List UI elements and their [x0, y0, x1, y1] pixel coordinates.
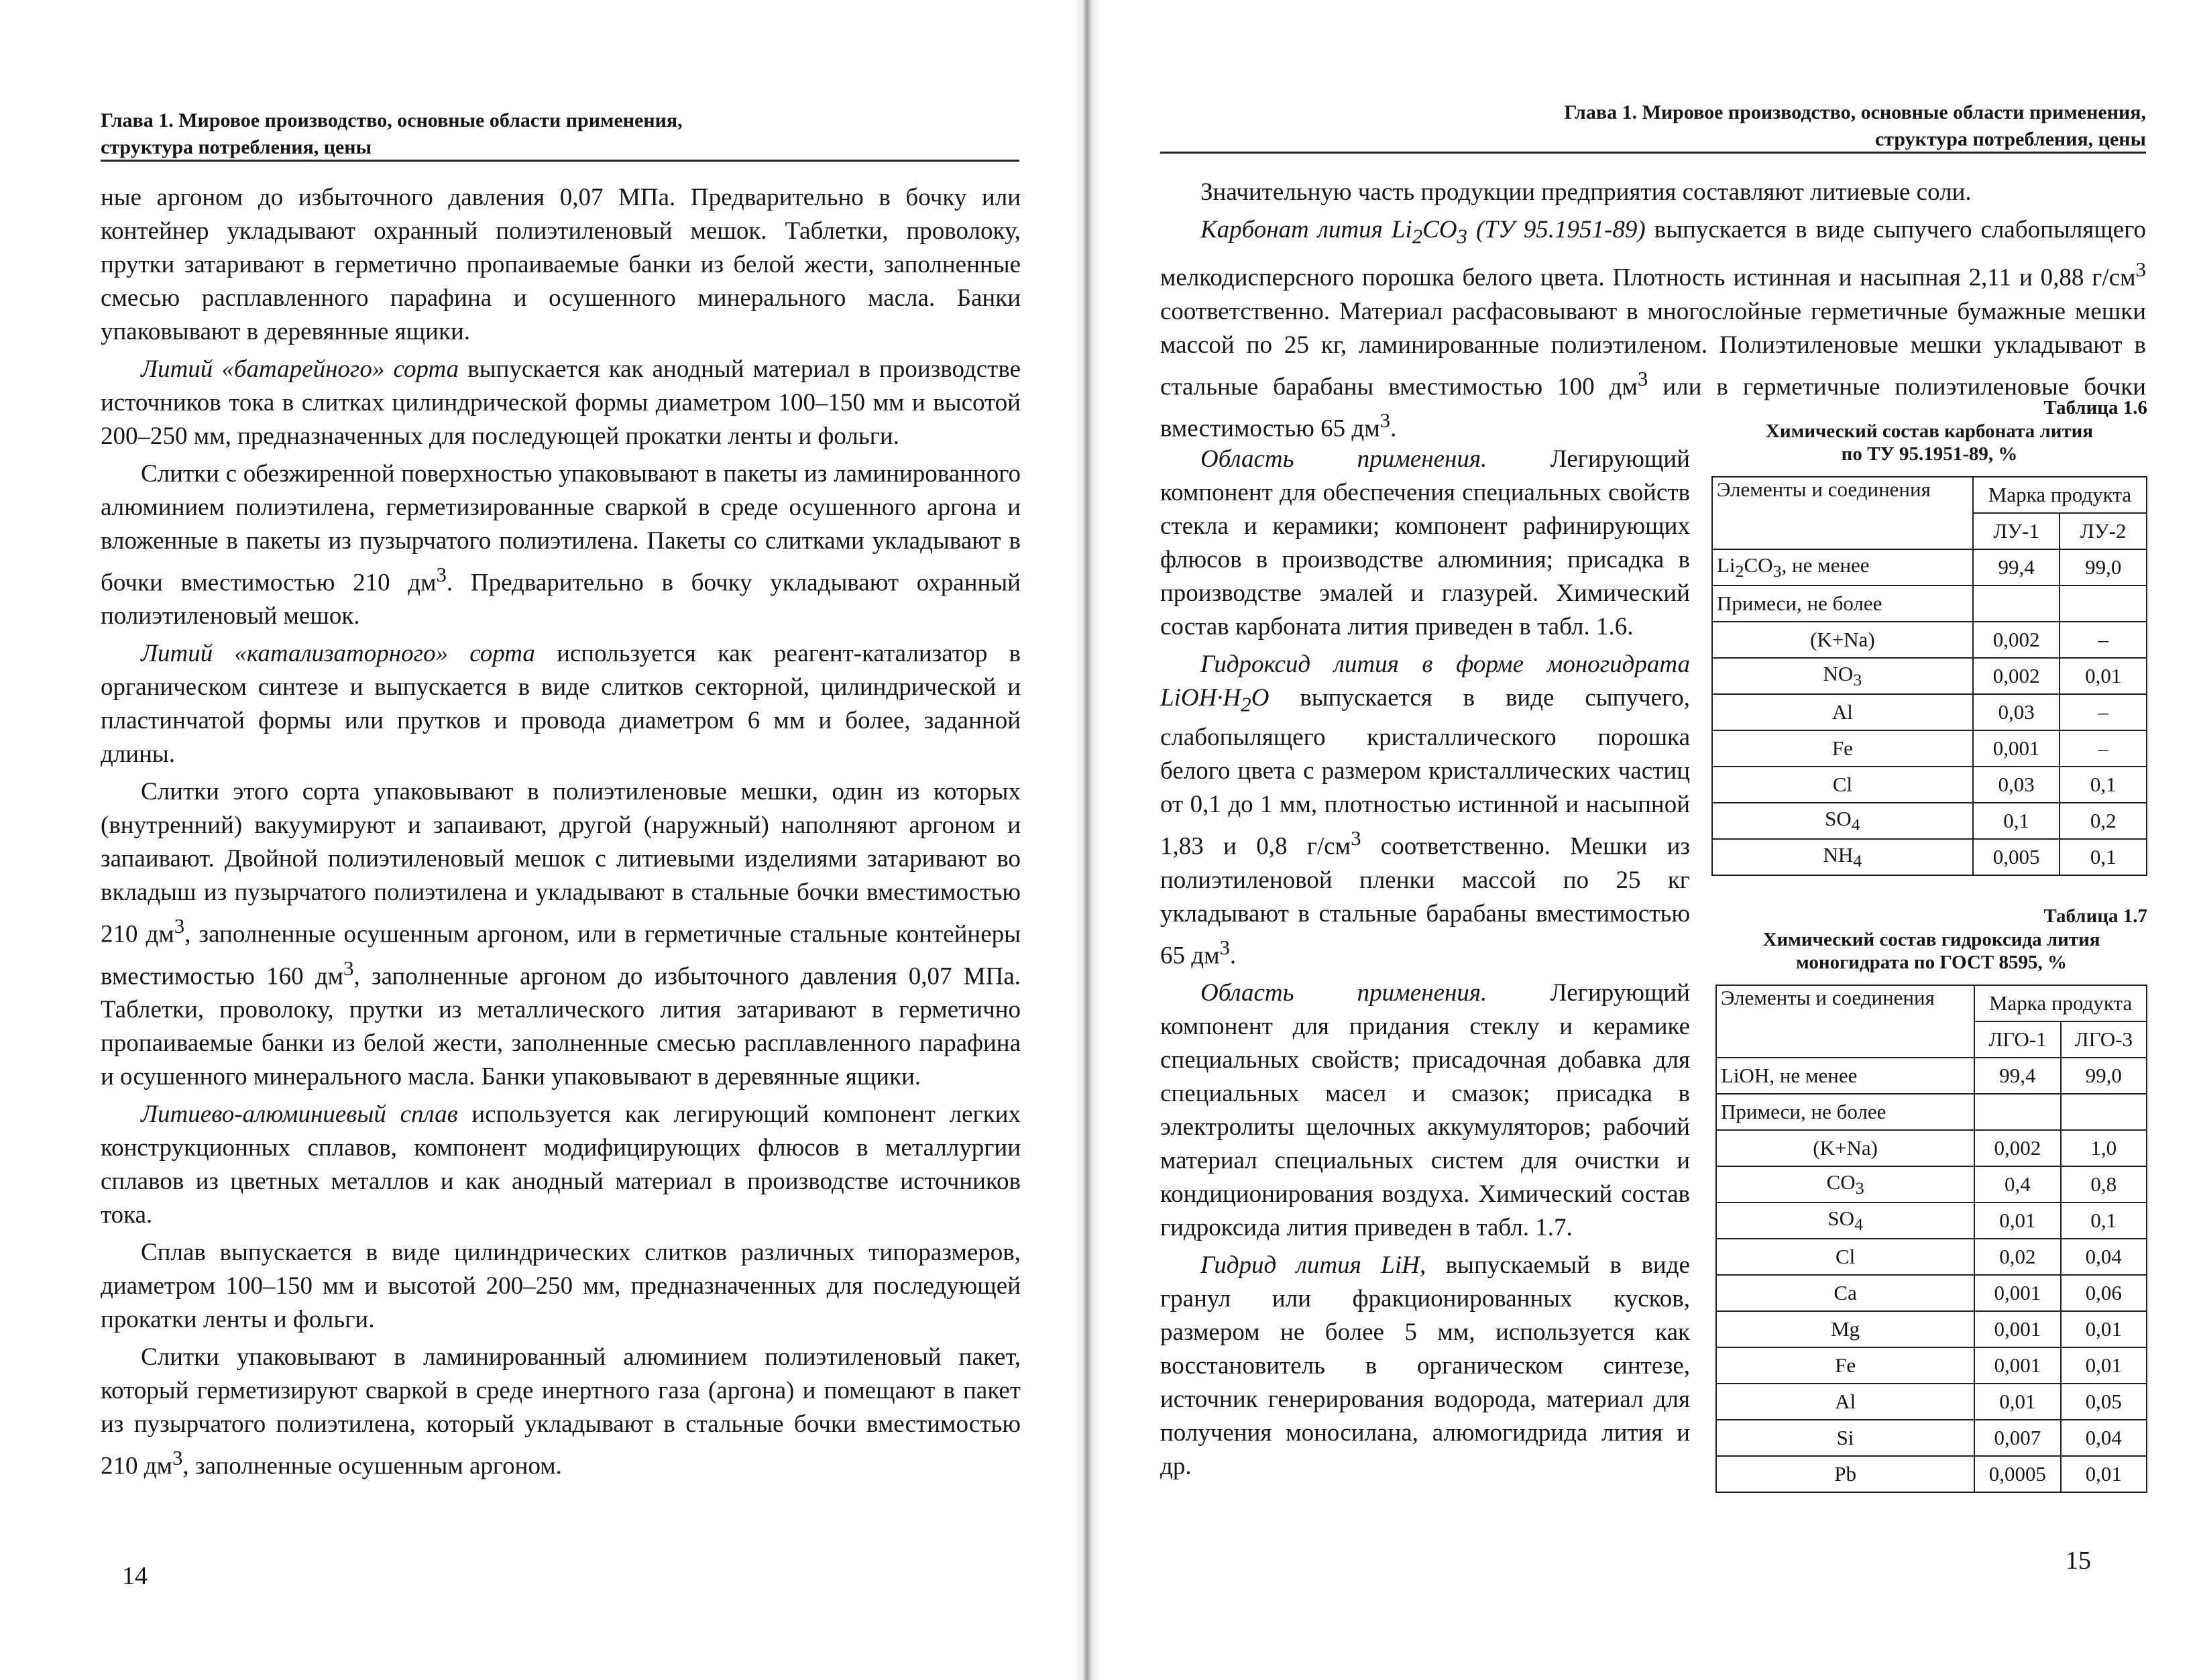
impurity-name: Pb [1716, 1456, 1974, 1492]
table-row [1716, 1420, 2147, 1456]
cell-value: 0,01 [2061, 1456, 2147, 1492]
impurity-name: $CO_3$ [1716, 1166, 1974, 1202]
table-row [1712, 839, 2147, 875]
paragraph: Сплав выпускается в виде цилиндрических слитков различных типоразмеров, диаметром 100–150 мм и высотой 200–250 мм, предназначенных для последующей прокатки ленты и фольги. [101, 1238, 1021, 1333]
cell-value: 0,007 [1974, 1420, 2060, 1456]
header-grade: ЛУ-2 [2060, 513, 2147, 549]
table-row [1716, 1202, 2147, 1239]
left-header-line2: структура потребления, цены [101, 136, 372, 158]
cell-value: 0,0005 [1974, 1456, 2060, 1492]
cell-value: 0,001 [1973, 730, 2060, 767]
cell-value: 0,06 [2061, 1275, 2147, 1311]
cell-value: – [2060, 730, 2147, 767]
header-product-mark: Марка продукта [1973, 477, 2147, 513]
cell-value: 0,03 [1973, 767, 2060, 803]
table-row [1712, 549, 2147, 585]
cell-value: 0,05 [2061, 1384, 2147, 1420]
cell-value: 99,0 [2060, 549, 2147, 585]
impurity-name: (K+Na) [1712, 622, 1973, 658]
cell-value: 0,01 [2061, 1347, 2147, 1384]
table-caption: Химический состав гидроксида лития моногидрата по ГОСТ 8595, % [1762, 929, 2100, 973]
data-table [1711, 476, 2147, 876]
right-page [1100, 0, 2199, 1680]
cell-value: 99,4 [1973, 549, 2060, 585]
paragraph: ные аргоном до избыточного давления 0,07 МПа. Предварительно в бочку или контейнер укладывают охранный полиэтиленовый мешок. Таблетки, проволоку, прутки затаривают в герметично пропаиваемые банки из белой жести, заполненные смесью расплавленного парафина и осушенного минерального масла. Банки упаковывают в деревянные ящики. [101, 184, 1021, 345]
impurity-name: Fe [1716, 1347, 1974, 1384]
impurity-name: Fe [1712, 730, 1973, 767]
cell-value: 0,01 [1974, 1202, 2060, 1239]
italic-term: Карбонат лития $Li_2CO_3$ (ТУ 95.1951-89) [1200, 216, 1646, 248]
impurity-name: $NH_4$ [1712, 839, 1973, 875]
italic-term: Гидрид лития LiH, [1200, 1251, 1426, 1280]
impurity-name: Cl [1712, 767, 1973, 803]
cell-value: – [2060, 694, 2147, 730]
paragraph: Слитки этого сорта упаковывают в полиэтиленовые мешки, один из которых (внутренний) вакуумируют и запаивают, другой (наружный) наполняют аргоном и запаивают. Двойной полиэтиленовый мешок с литиевыми изделиями затаривают во вкладыш из пузырчатого полиэтилена и укладывают в стальные бочки вместимостью 210 $дм^3$, заполненные осушенным аргоном, или в герметичные стальные контейнеры вместимостью 160 $дм^3$, заполненные аргоном до избыточного давления 0,07 МПа. Таблетки, проволоку, прутки из металлического лития затаривают в герметично пропаиваемые банки из белой жести, заполненные смесью расплавленного парафина и осушенного минерального масла. Банки упаковывают в деревянные ящики. [101, 778, 1021, 1090]
paragraph: Литий «катализаторного» сорта используется как реагент-катализатор в органическом синтезе и выпускается в виде слитков секторной, цилиндрической и пластинчатой формы или прутков и провода диаметром 6 мм и более, заданной длины. [101, 640, 1021, 769]
paragraph: Область применения. Легирующий компонент для обеспечения специальных свойств стекла и керамики; компонент рафинирующих флюсов в производстве алюминия; присадка в производстве эмалей и глазурей. Химический состав карбоната лития приведен в табл. 1.6. [1160, 445, 1690, 640]
paragraph: Слитки упаковывают в ламинированный алюминием полиэтиленовый пакет, который герметизируют сваркой в среде инертного газа (аргона) и помещают в пакет из пузырчатого полиэтилена, который укладывают в стальные бочки вместимостью 210 $дм^3$, заполненные осушенным аргоном. [101, 1343, 1021, 1480]
cell-value: 99,4 [1974, 1058, 2060, 1094]
impurity-name: Si [1716, 1420, 1974, 1456]
table-row [1712, 694, 2147, 730]
left-header-rule [101, 160, 1019, 162]
right-header-line2: структура потребления, цены [1874, 128, 2146, 150]
cell-value: 0,001 [1974, 1311, 2060, 1347]
paragraph: Область применения. Легирующий компонент для придания стеклу и керамике специальных свойств; присадочная добавка для специальных масел и смазок; присадка в электролиты щелочных аккумуляторов; рабочий материал специальных систем для очистки и кондиционирования воздуха. Химический состав гидроксида лития приведен в табл. 1.7. [1160, 979, 1690, 1242]
table-row [1716, 1384, 2147, 1420]
italic-term: Область применения. [1200, 979, 1487, 1007]
paragraph: Литиево-алюминиевый сплав используется как легирующий компонент легких конструкционных сплавов, компонент модифицирующих флюсов в металлургии сплавов из цветных металлов и как анодный материал в производстве источников тока. [101, 1100, 1021, 1229]
table-row [1716, 1456, 2147, 1492]
header-grade: ЛУ-1 [1973, 513, 2060, 549]
table-row [1716, 1239, 2147, 1275]
impurity-name: Mg [1716, 1311, 1974, 1347]
impurity-name: Cl [1716, 1239, 1974, 1275]
book-gutter [1073, 0, 1100, 1680]
cell-value: 0,1 [2061, 1202, 2147, 1239]
cell-value: 0,1 [2060, 767, 2147, 803]
header-elements: Элементы и соединения [1716, 985, 1974, 1058]
paragraph: Гидроксид лития в форме моногидрата $LiOH\cdot H_2O$ выпускается в виде сыпучего, слабопылящего кристаллического порошка белого цвета с размером кристаллических частиц от 0,1 до 1 мм, плотностью истинной и насыпной 1,83 и 0,8 $г/см^3$ соответственно. Мешки из полиэтиленовой пленки массой по 25 кг укладывают в стальные барабаны вместимостью 65 $дм^3$. [1160, 651, 1690, 970]
table-row [1712, 622, 2147, 658]
table-row [1716, 1275, 2147, 1311]
cell-value: 0,005 [1973, 839, 2060, 875]
cell-value: 0,04 [2061, 1420, 2147, 1456]
impurity-name: Ca [1716, 1275, 1974, 1311]
impurity-name: (K+Na) [1716, 1130, 1974, 1166]
cell-value: 0,002 [1973, 622, 2060, 658]
italic-term: Гидроксид лития в форме моногидрата $LiOH\cdot H_2O$ [1160, 651, 1690, 716]
cell-value: 0,1 [2060, 839, 2147, 875]
right-header-rule [1160, 152, 2146, 154]
header-grade: ЛГО-1 [1974, 1021, 2060, 1058]
cell-value: 0,01 [1974, 1384, 2060, 1420]
right-running-header [1160, 99, 2146, 153]
left-page [0, 0, 1073, 1680]
page-number: 15 [2066, 1547, 2091, 1575]
table-number: Таблица 1.7 [2043, 905, 2147, 927]
impurity-name: $NO_3$ [1712, 658, 1973, 694]
table-row [1716, 1058, 2147, 1094]
right-column-text [1160, 443, 1690, 1483]
cell-value: 0,03 [1973, 694, 2060, 730]
table-caption: Химический состав карбоната лития по ТУ 95.1951-89, % [1765, 421, 2094, 465]
italic-term: Литий «катализаторного» сорта [141, 640, 535, 668]
cell-value: 0,002 [1974, 1130, 2060, 1166]
table-row [1712, 730, 2147, 767]
cell-value: 0,01 [2060, 658, 2147, 694]
table-row [1712, 585, 2147, 622]
table-row [1712, 803, 2147, 839]
table-row [1716, 1130, 2147, 1166]
right-header-line1: Глава 1. Мировое производство, основные области применения, [1564, 101, 2146, 123]
table-row [1716, 1347, 2147, 1384]
impurity-name: $SO_4$ [1716, 1202, 1974, 1239]
table-row [1712, 658, 2147, 694]
paragraph: Значительную часть продукции предприятия составляют литиевые соли. [1200, 178, 1972, 206]
paragraph: Слитки с обезжиренной поверхностью упаковывают в пакеты из ламинированного алюминием полиэтилена, герметизированные сваркой в среде осушенного аргона и вложенные в пакеты из пузырчатого полиэтилена. Пакеты со слитками укладывают в бочки вместимостью 210 $дм^3$. Предварительно в бочку укладывают охранный полиэтиленовый мешок. [101, 460, 1021, 630]
cell-value: 0,4 [1974, 1166, 2060, 1202]
cell-value: 0,2 [2060, 803, 2147, 839]
table-1-6 [1711, 396, 2147, 876]
header-grade: ЛГО-3 [2061, 1021, 2147, 1058]
cell-value: 0,001 [1974, 1275, 2060, 1311]
cell-value: 0,04 [2061, 1239, 2147, 1275]
italic-term: Литиево-алюминиевый сплав [141, 1100, 458, 1128]
impurity-name: Al [1712, 694, 1973, 730]
table-number: Таблица 1.6 [2043, 397, 2147, 418]
table-1-7 [1715, 904, 2147, 1493]
paragraph: Литий «батарейного» сорта выпускается как анодный материал в производстве источников тока в слитках цилиндрической формы диаметром 100–150 мм и высотой 200–250 мм, предназначенных для последующей прокатки ленты и фольги. [101, 355, 1021, 450]
cell-value: 99,0 [2061, 1058, 2147, 1094]
data-table [1715, 985, 2147, 1493]
cell-value: 0,001 [1974, 1347, 2060, 1384]
left-body-text [101, 181, 1021, 1483]
paragraph: Гидрид лития LiH, выпускаемый в виде гранул или фракционированных кусков, размером не более 5 мм, используется как восстановитель в органическом синтезе, источник генерирования водорода, материал для получения моносилана, алюмогидрида лития и др. [1160, 1251, 1690, 1481]
italic-term: Литий «батарейного» сорта [141, 355, 459, 383]
header-elements: Элементы и соединения [1712, 477, 1973, 549]
left-running-header [101, 107, 1019, 161]
table-row [1716, 1166, 2147, 1202]
row-label: $Li_2CO_3$, не менее [1712, 549, 1973, 585]
cell-value: 1,0 [2061, 1130, 2147, 1166]
page-number: 14 [122, 1562, 148, 1590]
impurity-name: Al [1716, 1384, 1974, 1420]
row-label: LiOH, не менее [1716, 1058, 1974, 1094]
cell-value: – [2060, 622, 2147, 658]
table-row [1716, 1094, 2147, 1130]
paragraph: Карбонат лития $Li_2CO_3$ (ТУ 95.1951-89) выпускается в виде сыпучего слабопылящего мелкодисперсного порошка белого цвета. Плотность истинная и насыпная 2,11 и 0,88 $г/см^3$ соответственно. Материал расфасовывают в многослойные герметичные бумажные мешки массой по 25 кг, ламинированные полиэтиленом. Полиэтиленовые мешки укладывают в стальные барабаны вместимостью 100 $дм^3$ или в герметичные полиэтиленовые бочки вместимостью 65 $дм^3$. [1160, 216, 2146, 443]
cell-value: 0,8 [2061, 1166, 2147, 1202]
cell-value: 0,002 [1973, 658, 2060, 694]
row-label: Примеси, не более [1712, 585, 1973, 622]
header-product-mark: Марка продукта [1974, 985, 2147, 1021]
cell-value: 0,02 [1974, 1239, 2060, 1275]
impurity-name: $SO_4$ [1712, 803, 1973, 839]
row-label: Примеси, не более [1716, 1094, 1974, 1130]
italic-term: Область применения. [1200, 445, 1487, 473]
table-row [1716, 1311, 2147, 1347]
cell-value: 0,1 [1973, 803, 2060, 839]
table-row [1712, 767, 2147, 803]
cell-value: 0,01 [2061, 1311, 2147, 1347]
left-header-line1: Глава 1. Мировое производство, основные области применения, [101, 109, 683, 131]
